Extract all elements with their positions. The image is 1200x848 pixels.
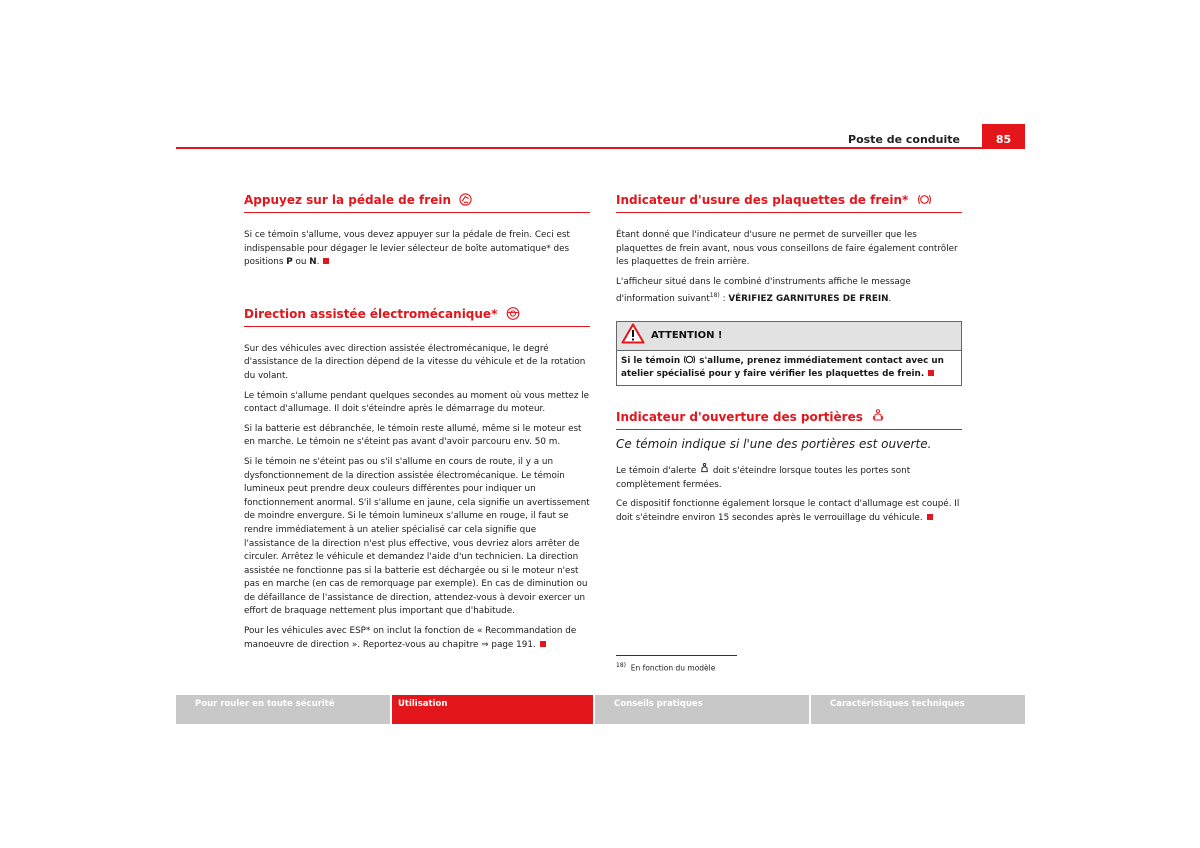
text-run: . [316,257,320,268]
warning-title: ATTENTION ! [651,330,723,342]
end-of-section-mark [928,370,934,376]
door-open-icon [699,466,710,476]
brake-pedal-icon [459,193,472,210]
text-run: . [888,294,892,305]
footnote-marker: 18) [616,662,626,669]
warning-box [616,321,962,386]
heading-text: Indicateur d'ouverture des portières [616,410,863,425]
paragraph: Le témoin s'allume pendant quelques secondes au moment où vous mettez le contact d'allumage. Il doit s'éteindre après le démarrage du moteur. [244,390,590,415]
paragraph: Si le témoin ne s'éteint pas ou s'il s'allume en cours de route, il y a un dysfonctionnement de la direction assistée électromécanique. Le témoin lumineux peut prendre deux couleurs différentes pour indiquer un fonctionnement anormal. S'il s'allume en jaune, cela signifie un avertissement de moindre envergure. Si le témoin lumineux s'allume en rouge, il faut se rendre immédiatement à un atelier spécialisé car cela signifie que l'assistance de la direction n'est plus effective, vous devriez alors arrêter de circuler. Arrêtez le véhicule et demandez l'aide d'un technicien. La direction assistée ne fonctionne pas si la batterie est déchargée ou si le moteur n'est pas en marche (en cas de remorquage par exemple). En cas de diminution ou de défaillance de l'assistance de direction, attendez-vous à devoir exercer un effort de braquage nettement plus important que d'habitude. [244,456,590,617]
page-number: 85 [982,124,1025,149]
footnote-ref: 18) [709,292,720,300]
text-run: Si le témoin [621,355,684,366]
footnote [616,662,715,673]
footer-tab-securite[interactable]: Pour rouler en toute sécurité [176,695,390,724]
bold-run: P [286,257,293,268]
warning-header [617,322,961,351]
text-run: Pour les véhicules avec ESP* on inclut la fonction de « Recommandation de manoeuvre de direction ». Reportez-vous au chapitre ⇒ page 191. [244,626,577,650]
brake-pad-wear-icon [683,356,696,366]
section-heading-doors [616,409,962,430]
bold-run: N [309,257,317,268]
paragraph [616,498,962,525]
lead-sentence: Ce témoin indique si l'une des portières est ouverte. [616,437,932,452]
end-of-section-mark [323,258,329,264]
text-run: s'allume, prenez immédiatement contact avec un atelier spécialisé pour y faire vérifier les plaquettes de frein. [621,355,944,380]
right-column [616,192,962,531]
steering-warning-icon [506,307,520,324]
end-of-section-mark [927,514,933,520]
text-run: : [719,294,729,305]
paragraph [244,625,590,652]
spacer [244,276,590,306]
footer-nav [176,695,1025,724]
paragraph: Si la batterie est débranchée, le témoin reste allumé, même si le moteur est en marche. Le témoin ne s'éteint pas avant d'avoir parcouru env. 50 m. [244,423,582,448]
paragraph: Étant donné que l'indicateur d'usure ne permet de surveiller que les plaquettes de frein avant, nous vous conseillons de faire également contrôler les plaquettes de frein arrière. [616,230,958,268]
paragraph [244,229,590,270]
footnote-text: En fonction du modèle [630,663,716,673]
section-heading-brake-pads [616,192,962,213]
footer-tab-conseils[interactable]: Conseils pratiques [595,695,809,724]
text-run: ou [292,257,310,268]
paragraph [616,463,962,492]
text-run: Le témoin d'alerte [616,466,700,477]
heading-text: Indicateur d'usure des plaquettes de frein* [616,193,909,207]
warning-triangle-icon [621,323,645,348]
running-header-title: Poste de conduite [848,133,960,146]
paragraph: Sur des véhicules avec direction assistée électromécanique, le degré d'assistance de la direction dépend de la vitesse du véhicule et de la rotation du volant. [244,343,586,381]
text-run: L'afficheur situé dans le combiné d'instruments affiche le message d'information suivant [616,276,911,305]
text-run: Si ce témoin s'allume, vous devez appuyer sur la pédale de frein. Ceci est indispensable pour dégager le levier sélecteur de boîte automatique* des positions [244,230,570,268]
warning-text [617,351,961,385]
spacer [616,386,962,409]
text-run: Ce dispositif fonctionne également lorsque le contact d'allumage est coupé. Il doit s'éteindre environ 15 secondes après le verrouillage du véhicule. [616,499,960,523]
heading-text: Appuyez sur la pédale de frein [244,193,451,207]
footnote-rule [616,655,737,656]
door-open-icon [871,409,885,427]
section-heading-brake-pedal [244,192,590,213]
section-heading-steering [244,306,590,327]
left-column [244,192,590,658]
brake-pad-wear-icon [917,193,932,210]
header-rule [176,147,982,149]
footer-tab-caracteristiques[interactable]: Caractéristiques techniques [811,695,1025,724]
text-run: doit s'éteindre lorsque toutes les portes sont complètement fermées. [616,466,911,490]
bold-run: VÉRIFIEZ GARNITURES DE FREIN [728,294,889,305]
heading-text: Direction assistée électromécanique* [244,306,498,321]
paragraph [616,276,962,307]
footer-tab-utilisation[interactable]: Utilisation [392,695,593,724]
end-of-section-mark [540,641,546,647]
